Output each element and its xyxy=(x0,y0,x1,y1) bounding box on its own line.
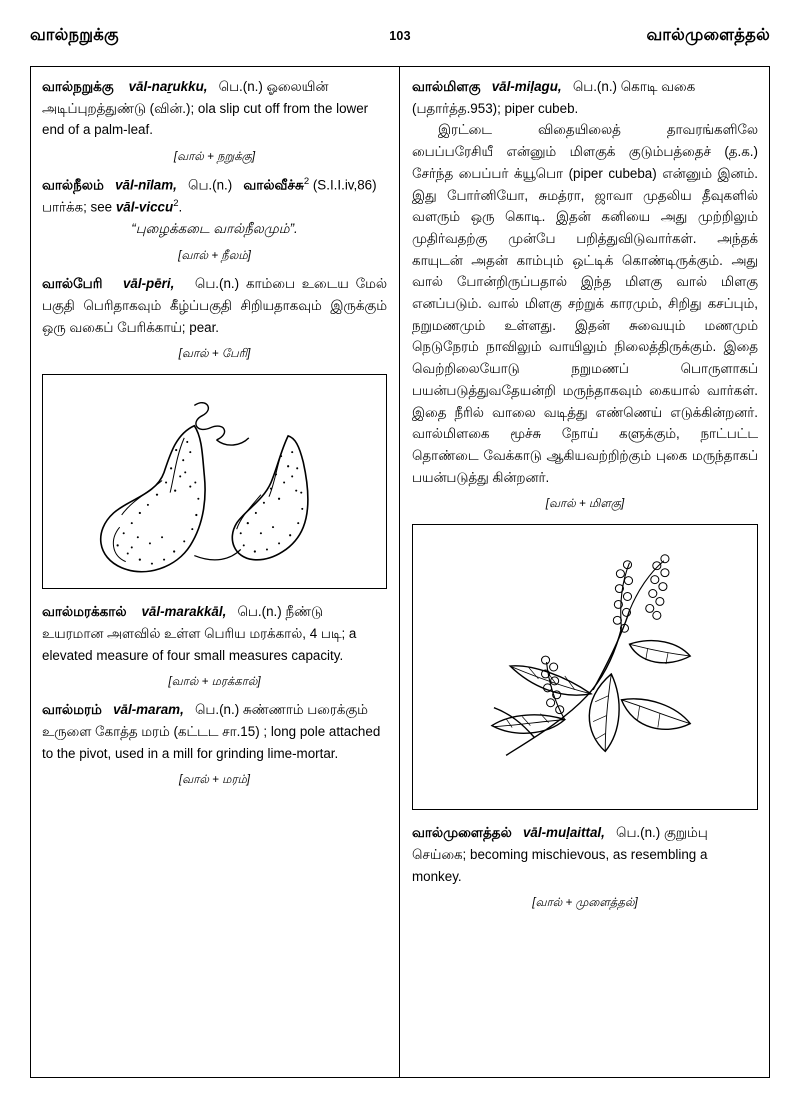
entry-reference-note: (S.I.I.iv,86) பார்க்க; see xyxy=(42,177,377,215)
entry-definition: நீண்டு உயரமான அளவில் உள்ள பெரிய மரக்கால், 4 படி; a elevated measure of four small measures capacity. xyxy=(42,604,357,663)
entry-val-marakkal xyxy=(42,601,387,690)
right-column xyxy=(400,66,770,1078)
two-column-body xyxy=(30,66,770,1078)
entry-definition: ஓலையின் அடிப்புறத்துண்டு (வின்.); ola slip cut off from the lower end of a palm-leaf. xyxy=(42,79,369,138)
running-head-right: வால்முளைத்தல் xyxy=(646,26,770,44)
entry-part-of-speech: பெ.(n.) xyxy=(194,702,240,718)
entry-etymology: [வால் + நீலம்] xyxy=(178,249,251,263)
entry-cross-reference-roman: vāl-viccu xyxy=(115,199,174,215)
entry-val-mulaittal xyxy=(412,822,758,911)
entry-headword: வால்மரம் xyxy=(42,702,102,718)
pear-fruit-illustration xyxy=(42,374,387,589)
entry-headword: வால்பேரி xyxy=(42,276,103,292)
entry-transliteration: vāl-maram, xyxy=(113,702,184,718)
entry-etymology: [வால் + மரம்] xyxy=(178,773,251,787)
entry-headword: வால்நறுக்கு xyxy=(42,79,114,94)
entry-cross-reference-tamil: வால்வீச்சு xyxy=(243,177,304,193)
entry-encyclopedic-note: இரட்டை விதையிலைத் தாவரங்களிலே பைப்பரேசியீ என்னும் மிளகுக் குடும்பத்தைச் (த.க.) சேர்ந்த பைப்பர் க்யூபொ (piper cubeba) என்னும் இனம். இது போர்னியோ, சுமத்ரா, ஜாவா முதலிய தீவுகளில் வளரும் ஒரு கொடி. இதன் கனியை அது முற்றிலும் முதிர்வதற்கு முன்பே பறித்துவிடுவார்கள். அந்தக் காயுடன் அதன் காம்பும் ஒட்டிக் கொண்டிருக்கும். அது வால் போன்றிருப்பதால் இந்த மிளகு வால் மிளகு எனப்படும். வால் மிளகு சற்றுக் காரமும், சிறிது கசப்பும், நறுமணமும் உள்ளது. இதன் சுவையும் மணமும் நெடுநேரம் நாவிலும் வாயிலும் நிலைத்திருக்கும். இதை வெற்றிலையோடு நறுமணப் பொருளாகப் பயன்படுத்துவதேயன்றி மருந்தாகவும் கையால் வார்கள். இதை நீரில் வாலை வடித்து எண்ணெய் எடுக்கின்றனர். வால்மிளகை மூச்சு நோய் களுக்கும், நாட்பட்ட தொண்டை வேக்காடு ஆகியவற்றிற்கும் புகை மருந்தாகப் பயன்படுத்து கின்றனர். xyxy=(412,122,758,485)
running-head-left: வால்நறுக்கு xyxy=(30,26,119,44)
entry-val-peri xyxy=(42,273,387,362)
entry-part-of-speech: பெ.(n.) xyxy=(237,604,282,620)
entry-val-narukku xyxy=(42,76,387,165)
superscript-marker: 2 xyxy=(173,198,179,210)
entry-transliteration: vāl-miḷagu, xyxy=(491,79,562,94)
entry-transliteration: vāl-pēri, xyxy=(122,276,175,292)
entry-transliteration: vāl-nīlam, xyxy=(115,177,177,193)
entry-transliteration: vāl-marakkāl, xyxy=(141,604,227,620)
entry-headword: வால்மரக்கால் xyxy=(42,604,127,620)
entry-headword: வால்மிளகு xyxy=(412,79,481,94)
entry-period: . xyxy=(178,199,183,215)
entry-part-of-speech: பெ.(n.) xyxy=(188,177,233,193)
page-header xyxy=(30,26,770,56)
entry-etymology: [வால் + முளைத்தல்] xyxy=(532,896,638,910)
entry-definition: குறும்பு செய்கை; becoming mischievous, as resembling a monkey. xyxy=(412,825,708,884)
entry-part-of-speech: பெ.(n.) xyxy=(194,276,240,292)
entry-etymology: [வால் + மரக்கால்] xyxy=(168,675,261,689)
entry-val-milagu xyxy=(412,76,758,512)
entry-definition: காம்பை உடைய மேல் பகுதி பெரிதாகவும் கீழ்ப்பகுதி சிறியதாகவும் இருக்கும் ஒரு வகைப் பேரிக்காய்; pear. xyxy=(42,276,387,335)
entry-part-of-speech: பெ.(n.) xyxy=(616,825,661,841)
entry-etymology: [வால் + மிளகு] xyxy=(545,497,625,511)
entry-part-of-speech: பெ.(n.) xyxy=(572,79,618,94)
entry-citation: “புழைக்கடை வால்நீலமும்”. xyxy=(131,221,298,237)
entry-definition: சுண்ணாம் பரைக்கும் உருளை கோத்த மரம் (கட்டட சா.15) ; long pole attached to the pivot, used in a mill for grinding lime-mortar. xyxy=(42,702,381,761)
entry-transliteration: vāl-naṟukku, xyxy=(128,79,208,94)
entry-definition: கொடி வகை (பதார்த்த.953); piper cubeb. xyxy=(412,79,696,116)
entry-headword: வால்முளைத்தல் xyxy=(412,825,512,841)
entry-part-of-speech: பெ.(n.) xyxy=(218,79,263,94)
entry-val-maram xyxy=(42,699,387,788)
entry-val-nilam xyxy=(42,174,387,264)
entry-transliteration: vāl-muḷaittal, xyxy=(522,825,605,841)
left-column xyxy=(30,66,400,1078)
entry-etymology: [வால் + நறுக்கு] xyxy=(173,150,256,164)
superscript-marker: 2 xyxy=(303,176,310,188)
entry-etymology: [வால் + பேரி] xyxy=(178,347,251,361)
page-number: 103 xyxy=(389,29,411,43)
entry-headword: வால்நீலம் xyxy=(42,177,104,193)
cubeb-plant-illustration xyxy=(412,524,758,810)
